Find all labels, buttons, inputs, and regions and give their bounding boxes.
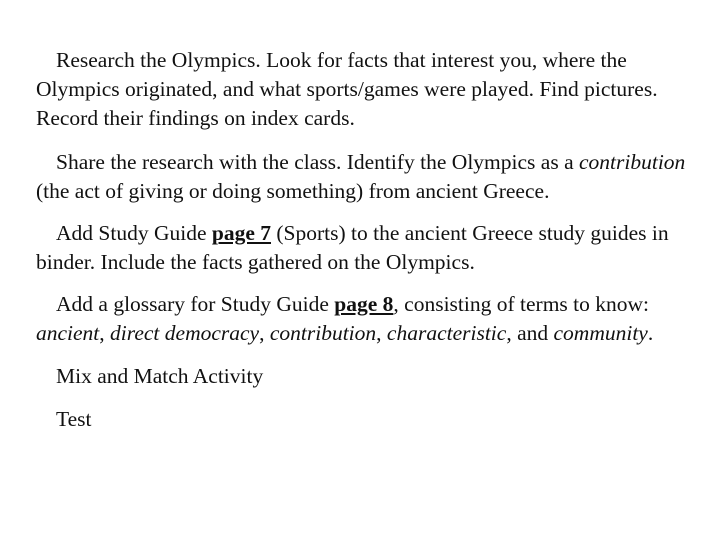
paragraph-text-mid: , consisting of terms to know: [393,292,650,316]
study-guide-page7-step [36,219,686,277]
term-ancient: ancient [36,321,100,345]
share-research-step [36,148,686,206]
page-8-link[interactable]: page 8 [334,292,394,316]
page-7-link[interactable]: page 7 [211,221,271,245]
separator: , [376,321,387,345]
paragraph-text: Mix and Match Activity [56,364,264,388]
paragraph-end: . [647,321,654,345]
glossary-page8-step [36,290,686,348]
paragraph-text-start: Add a glossary for Study Guide [56,292,335,316]
paragraph-text-end: (Sports) to the ancient Greece study guides in binder. Include the facts gathered on the Olympics. [36,221,669,274]
test-step [36,405,686,434]
separator: , [259,321,270,345]
paragraph-text-start: Add Study Guide [56,221,212,245]
lesson-activity-list [36,46,686,434]
term-community: community [553,321,648,345]
term-direct-democracy: direct democracy [110,321,260,345]
paragraph-text-start: Share the research with the class. Identify the Olympics as a [56,150,579,174]
term-characteristic: characteristic [386,321,507,345]
paragraph-text-end: (the act of giving or doing something) from ancient Greece. [36,179,550,203]
paragraph-text: Test [56,407,92,431]
paragraph-text: Research the Olympics. Look for facts that interest you, where the Olympics originated, and what sports/games were played. Find pictures. Record their findings on index cards. [36,48,658,130]
olympics-research-step [36,46,686,133]
mix-and-match-step [36,362,686,391]
contribution-term: contribution [579,150,686,174]
separator: , [99,321,111,345]
term-contribution: contribution [269,321,377,345]
separator: , and [506,321,554,345]
